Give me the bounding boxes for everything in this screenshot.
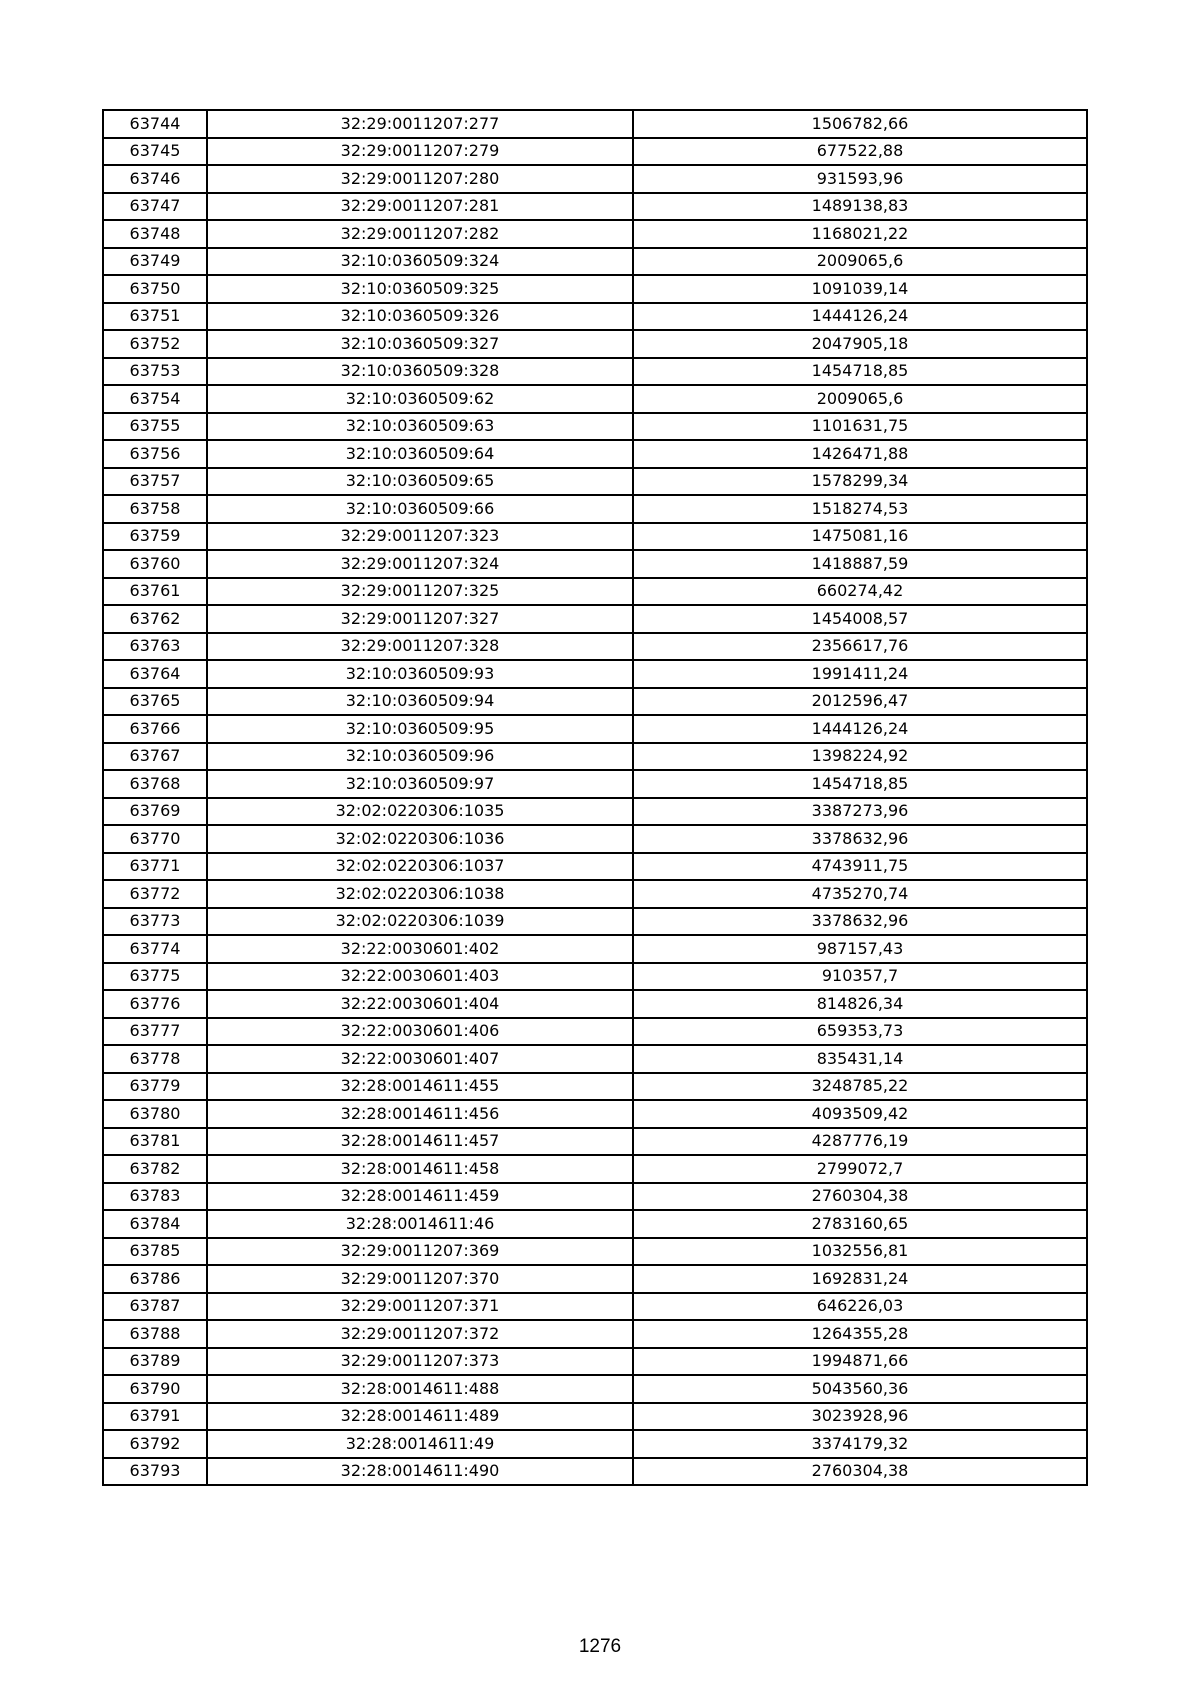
table-row [103, 1155, 1087, 1183]
value-cell: 3378632,96 [633, 825, 1087, 853]
row-number-cell: 63771 [103, 853, 207, 881]
table-row [103, 1210, 1087, 1238]
row-number-cell: 63793 [103, 1458, 207, 1486]
table-row [103, 1183, 1087, 1211]
cadastral-number-cell: 32:10:0360509:64 [207, 440, 633, 468]
cadastral-number-cell: 32:28:0014611:46 [207, 1210, 633, 1238]
value-cell: 4735270,74 [633, 880, 1087, 908]
value-cell: 1426471,88 [633, 440, 1087, 468]
table-row [103, 688, 1087, 716]
table-row [103, 908, 1087, 936]
row-number-cell: 63757 [103, 468, 207, 496]
value-cell: 1454718,85 [633, 358, 1087, 386]
value-cell: 1398224,92 [633, 743, 1087, 771]
value-cell: 2009065,6 [633, 385, 1087, 413]
cadastral-number-cell: 32:10:0360509:63 [207, 413, 633, 441]
cadastral-number-cell: 32:29:0011207:327 [207, 605, 633, 633]
cadastral-number-cell: 32:10:0360509:62 [207, 385, 633, 413]
row-number-cell: 63786 [103, 1265, 207, 1293]
row-number-cell: 63748 [103, 220, 207, 248]
value-cell: 1091039,14 [633, 275, 1087, 303]
table-row [103, 1375, 1087, 1403]
page-number: 1276 [578, 1636, 622, 1657]
row-number-cell: 63782 [103, 1155, 207, 1183]
row-number-cell: 63755 [103, 413, 207, 441]
row-number-cell: 63753 [103, 358, 207, 386]
cadastral-number-cell: 32:02:0220306:1039 [207, 908, 633, 936]
row-number-cell: 63787 [103, 1293, 207, 1321]
table-row [103, 853, 1087, 881]
value-cell: 4743911,75 [633, 853, 1087, 881]
value-cell: 1518274,53 [633, 495, 1087, 523]
row-number-cell: 63763 [103, 633, 207, 661]
table-row [103, 358, 1087, 386]
value-cell: 4287776,19 [633, 1128, 1087, 1156]
cadastral-number-cell: 32:28:0014611:459 [207, 1183, 633, 1211]
row-number-cell: 63765 [103, 688, 207, 716]
value-cell: 1444126,24 [633, 303, 1087, 331]
table-row [103, 1430, 1087, 1458]
table-row [103, 1238, 1087, 1266]
row-number-cell: 63769 [103, 798, 207, 826]
value-cell: 1418887,59 [633, 550, 1087, 578]
row-number-cell: 63783 [103, 1183, 207, 1211]
table-row [103, 1265, 1087, 1293]
cadastral-number-cell: 32:29:0011207:373 [207, 1348, 633, 1376]
value-cell: 1991411,24 [633, 660, 1087, 688]
table-row [103, 1100, 1087, 1128]
row-number-cell: 63775 [103, 963, 207, 991]
cadastral-number-cell: 32:29:0011207:277 [207, 110, 633, 138]
value-cell: 3374179,32 [633, 1430, 1087, 1458]
row-number-cell: 63761 [103, 578, 207, 606]
row-number-cell: 63785 [103, 1238, 207, 1266]
value-cell: 3023928,96 [633, 1403, 1087, 1431]
cadastral-number-cell: 32:29:0011207:280 [207, 165, 633, 193]
cadastral-number-cell: 32:02:0220306:1037 [207, 853, 633, 881]
value-cell: 646226,03 [633, 1293, 1087, 1321]
value-cell: 2012596,47 [633, 688, 1087, 716]
value-cell: 2799072,7 [633, 1155, 1087, 1183]
row-number-cell: 63770 [103, 825, 207, 853]
table-row [103, 1045, 1087, 1073]
data-table [102, 109, 1088, 1486]
value-cell: 3378632,96 [633, 908, 1087, 936]
value-cell: 931593,96 [633, 165, 1087, 193]
cadastral-number-cell: 32:29:0011207:371 [207, 1293, 633, 1321]
table-row [103, 193, 1087, 221]
table-row [103, 523, 1087, 551]
row-number-cell: 63744 [103, 110, 207, 138]
cadastral-number-cell: 32:28:0014611:490 [207, 1458, 633, 1486]
row-number-cell: 63756 [103, 440, 207, 468]
table-row [103, 633, 1087, 661]
table-row [103, 1073, 1087, 1101]
table-row [103, 165, 1087, 193]
table-row [103, 715, 1087, 743]
table-row [103, 798, 1087, 826]
table-row [103, 440, 1087, 468]
row-number-cell: 63746 [103, 165, 207, 193]
cadastral-number-cell: 32:22:0030601:407 [207, 1045, 633, 1073]
table-row [103, 1403, 1087, 1431]
row-number-cell: 63752 [103, 330, 207, 358]
cadastral-number-cell: 32:29:0011207:325 [207, 578, 633, 606]
cadastral-number-cell: 32:22:0030601:406 [207, 1018, 633, 1046]
value-cell: 4093509,42 [633, 1100, 1087, 1128]
value-cell: 5043560,36 [633, 1375, 1087, 1403]
table-row [103, 1458, 1087, 1486]
table-row [103, 468, 1087, 496]
cadastral-number-cell: 32:29:0011207:281 [207, 193, 633, 221]
row-number-cell: 63773 [103, 908, 207, 936]
row-number-cell: 63768 [103, 770, 207, 798]
cadastral-number-cell: 32:10:0360509:95 [207, 715, 633, 743]
table-row [103, 578, 1087, 606]
table-row [103, 1348, 1087, 1376]
row-number-cell: 63751 [103, 303, 207, 331]
cadastral-number-cell: 32:10:0360509:327 [207, 330, 633, 358]
row-number-cell: 63792 [103, 1430, 207, 1458]
row-number-cell: 63791 [103, 1403, 207, 1431]
cadastral-number-cell: 32:28:0014611:488 [207, 1375, 633, 1403]
cadastral-number-cell: 32:28:0014611:456 [207, 1100, 633, 1128]
value-cell: 1101631,75 [633, 413, 1087, 441]
value-cell: 1454718,85 [633, 770, 1087, 798]
cadastral-number-cell: 32:29:0011207:282 [207, 220, 633, 248]
cadastral-number-cell: 32:02:0220306:1036 [207, 825, 633, 853]
row-number-cell: 63779 [103, 1073, 207, 1101]
row-number-cell: 63754 [103, 385, 207, 413]
row-number-cell: 63759 [103, 523, 207, 551]
row-number-cell: 63780 [103, 1100, 207, 1128]
value-cell: 2783160,65 [633, 1210, 1087, 1238]
row-number-cell: 63790 [103, 1375, 207, 1403]
value-cell: 2009065,6 [633, 248, 1087, 276]
value-cell: 2760304,38 [633, 1458, 1087, 1486]
cadastral-number-cell: 32:28:0014611:489 [207, 1403, 633, 1431]
table-row [103, 935, 1087, 963]
cadastral-number-cell: 32:10:0360509:65 [207, 468, 633, 496]
cadastral-number-cell: 32:10:0360509:97 [207, 770, 633, 798]
table-row [103, 990, 1087, 1018]
cadastral-number-cell: 32:29:0011207:369 [207, 1238, 633, 1266]
cadastral-number-cell: 32:22:0030601:403 [207, 963, 633, 991]
value-cell: 1506782,66 [633, 110, 1087, 138]
value-cell: 835431,14 [633, 1045, 1087, 1073]
value-cell: 910357,7 [633, 963, 1087, 991]
cadastral-number-cell: 32:02:0220306:1035 [207, 798, 633, 826]
row-number-cell: 63747 [103, 193, 207, 221]
value-cell: 677522,88 [633, 138, 1087, 166]
row-number-cell: 63766 [103, 715, 207, 743]
table-row [103, 385, 1087, 413]
cadastral-number-cell: 32:10:0360509:325 [207, 275, 633, 303]
cadastral-number-cell: 32:22:0030601:402 [207, 935, 633, 963]
cadastral-number-cell: 32:28:0014611:49 [207, 1430, 633, 1458]
table-row [103, 138, 1087, 166]
row-number-cell: 63781 [103, 1128, 207, 1156]
row-number-cell: 63788 [103, 1320, 207, 1348]
row-number-cell: 63772 [103, 880, 207, 908]
row-number-cell: 63767 [103, 743, 207, 771]
row-number-cell: 63784 [103, 1210, 207, 1238]
cadastral-number-cell: 32:10:0360509:326 [207, 303, 633, 331]
value-cell: 1578299,34 [633, 468, 1087, 496]
cadastral-number-cell: 32:10:0360509:66 [207, 495, 633, 523]
cadastral-number-cell: 32:29:0011207:279 [207, 138, 633, 166]
cadastral-number-cell: 32:29:0011207:372 [207, 1320, 633, 1348]
cadastral-number-cell: 32:29:0011207:323 [207, 523, 633, 551]
row-number-cell: 63758 [103, 495, 207, 523]
value-cell: 1032556,81 [633, 1238, 1087, 1266]
table-row [103, 303, 1087, 331]
value-cell: 814826,34 [633, 990, 1087, 1018]
row-number-cell: 63760 [103, 550, 207, 578]
value-cell: 1264355,28 [633, 1320, 1087, 1348]
value-cell: 660274,42 [633, 578, 1087, 606]
table-row [103, 963, 1087, 991]
value-cell: 1489138,83 [633, 193, 1087, 221]
cadastral-number-cell: 32:29:0011207:324 [207, 550, 633, 578]
table-row [103, 743, 1087, 771]
row-number-cell: 63774 [103, 935, 207, 963]
value-cell: 1444126,24 [633, 715, 1087, 743]
row-number-cell: 63777 [103, 1018, 207, 1046]
value-cell: 2760304,38 [633, 1183, 1087, 1211]
table-row [103, 880, 1087, 908]
cadastral-number-cell: 32:29:0011207:328 [207, 633, 633, 661]
row-number-cell: 63750 [103, 275, 207, 303]
cadastral-number-cell: 32:02:0220306:1038 [207, 880, 633, 908]
table-row [103, 275, 1087, 303]
table-row [103, 1018, 1087, 1046]
cadastral-number-cell: 32:29:0011207:370 [207, 1265, 633, 1293]
table-row [103, 1128, 1087, 1156]
table-row [103, 660, 1087, 688]
table-row [103, 413, 1087, 441]
value-cell: 3248785,22 [633, 1073, 1087, 1101]
table-row [103, 825, 1087, 853]
table-row [103, 770, 1087, 798]
cadastral-number-cell: 32:22:0030601:404 [207, 990, 633, 1018]
table-row [103, 110, 1087, 138]
value-cell: 1475081,16 [633, 523, 1087, 551]
table-body [103, 110, 1087, 1485]
value-cell: 1454008,57 [633, 605, 1087, 633]
cadastral-number-cell: 32:10:0360509:96 [207, 743, 633, 771]
cadastral-number-cell: 32:28:0014611:455 [207, 1073, 633, 1101]
row-number-cell: 63749 [103, 248, 207, 276]
cadastral-number-cell: 32:28:0014611:458 [207, 1155, 633, 1183]
table-row [103, 248, 1087, 276]
table-row [103, 220, 1087, 248]
cadastral-number-cell: 32:10:0360509:328 [207, 358, 633, 386]
value-cell: 1994871,66 [633, 1348, 1087, 1376]
cadastral-number-cell: 32:28:0014611:457 [207, 1128, 633, 1156]
table-row [103, 550, 1087, 578]
row-number-cell: 63764 [103, 660, 207, 688]
cadastral-number-cell: 32:10:0360509:324 [207, 248, 633, 276]
value-cell: 3387273,96 [633, 798, 1087, 826]
value-cell: 2356617,76 [633, 633, 1087, 661]
table-row [103, 605, 1087, 633]
cadastral-number-cell: 32:10:0360509:93 [207, 660, 633, 688]
table-row [103, 330, 1087, 358]
row-number-cell: 63745 [103, 138, 207, 166]
table-row [103, 495, 1087, 523]
value-cell: 659353,73 [633, 1018, 1087, 1046]
table-row [103, 1320, 1087, 1348]
value-cell: 987157,43 [633, 935, 1087, 963]
value-cell: 1168021,22 [633, 220, 1087, 248]
value-cell: 1692831,24 [633, 1265, 1087, 1293]
cadastral-number-cell: 32:10:0360509:94 [207, 688, 633, 716]
row-number-cell: 63776 [103, 990, 207, 1018]
row-number-cell: 63762 [103, 605, 207, 633]
table-row [103, 1293, 1087, 1321]
row-number-cell: 63789 [103, 1348, 207, 1376]
value-cell: 2047905,18 [633, 330, 1087, 358]
row-number-cell: 63778 [103, 1045, 207, 1073]
